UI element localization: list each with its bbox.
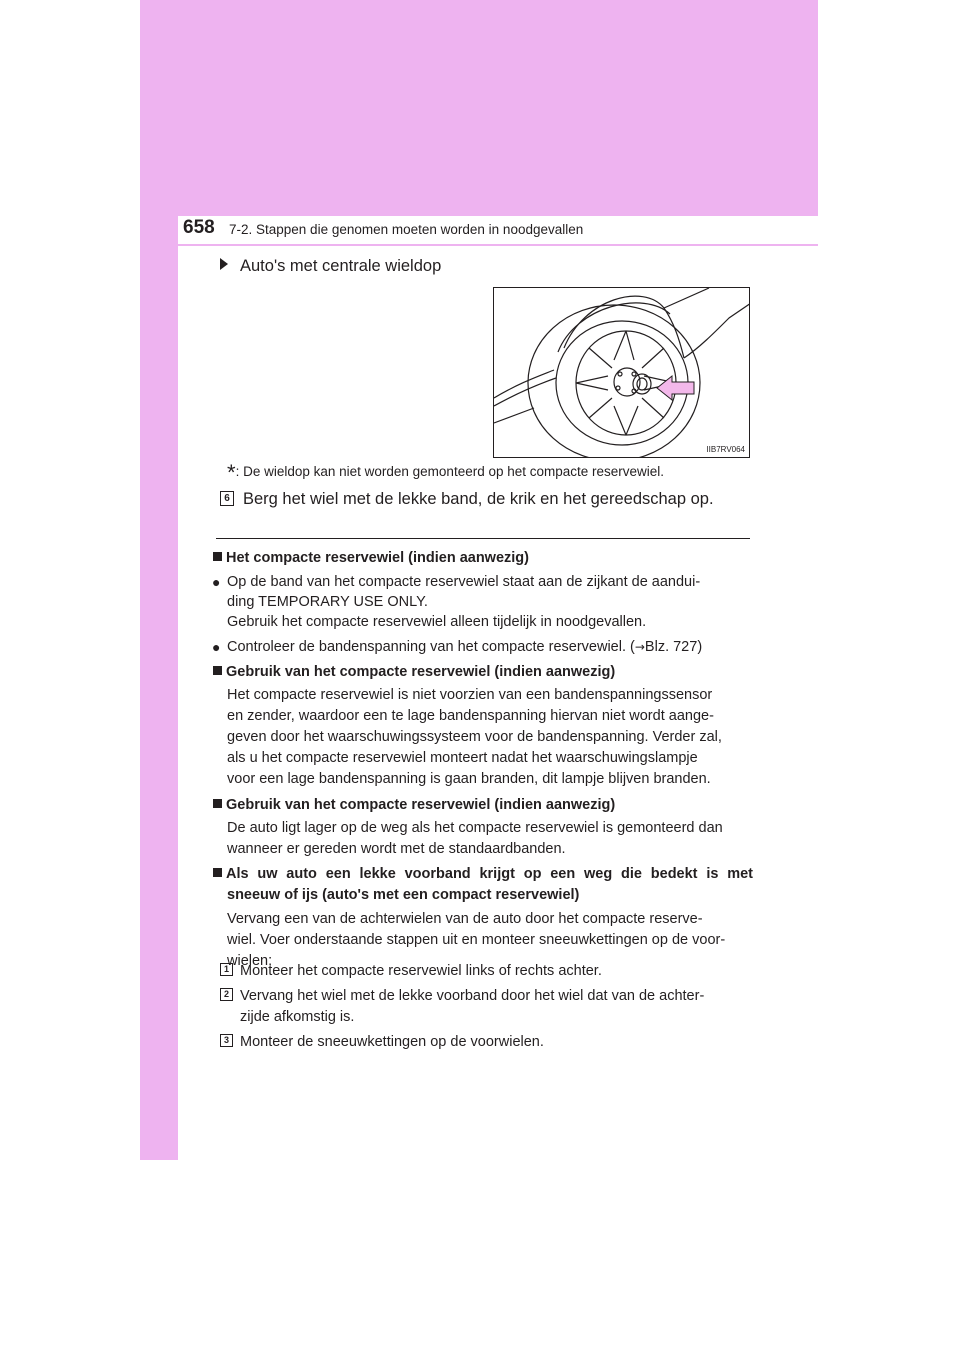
bullet-text-line: Gebruik het compacte reservewiel alleen tijdelijk in noodgevallen. [227, 614, 647, 630]
paragraph-line: voor een lage bandenspanning is gaan branden, dit lampje blijven branden. [227, 771, 711, 787]
paragraph-line: geven door het waarschuwingssysteem voor de bandenspanning. Verder zal, [227, 729, 722, 745]
step-number-box: 6 [220, 491, 234, 506]
step-text: Monteer de sneeuwkettingen op de voorwielen. [240, 1034, 544, 1050]
bullet-text-line: ding TEMPORARY USE ONLY. [227, 594, 428, 610]
bullet-text-line: Op de band van het compacte reservewiel staat aan de zijkant de aandui- [227, 574, 701, 590]
circle-bullet-icon: ● [212, 639, 221, 655]
square-bullet-icon [213, 868, 222, 877]
wheel-drawing [494, 288, 750, 458]
step-number-box: 3 [220, 1034, 233, 1047]
side-tab-bar [140, 0, 178, 1160]
section-title: 7-2. Stappen die genomen moeten worden in noodgevallen [229, 222, 584, 237]
paragraph-line: wanneer er gereden wordt met de standaardbanden. [227, 841, 566, 857]
section-divider [216, 538, 750, 539]
section-heading: Gebruik van het compacte reservewiel (indien aanwezig) [213, 795, 753, 816]
footnote [227, 462, 664, 483]
footnote-text: : De wieldop kan niet worden gemonteerd op het compacte reservewiel. [235, 464, 665, 479]
footnote-marker: * [227, 460, 236, 485]
paragraph-line: wielen: [227, 953, 273, 969]
section-heading-line: sneeuw of ijs (auto's met een compact reservewiel) [227, 887, 580, 903]
square-bullet-icon [213, 799, 222, 808]
paragraph-line: en zender, waardoor een te lage bandenspanning hiervan niet wordt aange- [227, 708, 714, 724]
bullet-text: Controleer de bandenspanning van het compacte reservewiel. (→Blz. 727) [227, 639, 703, 655]
step-number-box: 2 [220, 988, 233, 1001]
section-heading: Het compacte reservewiel (indien aanwezig) [213, 548, 753, 569]
wheel-illustration [493, 287, 750, 458]
paragraph-line: wiel. Voer onderstaande stappen uit en monteer sneeuwkettingen op de voor- [227, 932, 726, 948]
step-text: Vervang het wiel met de lekke voorband door het wiel dat van de achter- [240, 988, 705, 1004]
square-bullet-icon [213, 666, 222, 675]
subheading-text: Auto's met centrale wieldop [240, 257, 442, 275]
page-number: 658 [183, 217, 215, 238]
paragraph-line: Vervang een van de achterwielen van de auto door het compacte reserve- [227, 911, 703, 927]
step-text: Monteer het compacte reservewiel links of rechts achter. [240, 963, 602, 979]
paragraph-line: De auto ligt lager op de weg als het compacte reservewiel is gemonteerd dan [227, 820, 723, 836]
triangle-bullet-icon [220, 258, 228, 270]
right-arrow-icon: → [634, 640, 645, 654]
step-number-box: 1 [220, 963, 233, 976]
header-rule [178, 244, 818, 246]
section-heading: Gebruik van het compacte reservewiel (indien aanwezig) [213, 662, 753, 683]
step-text-line: zijde afkomstig is. [240, 1009, 355, 1025]
circle-bullet-icon: ● [212, 574, 221, 590]
step-text: Berg het wiel met de lekke band, de krik en het gereedschap op. [243, 490, 714, 508]
square-bullet-icon [213, 552, 222, 561]
figure-code: IIB7RV064 [706, 445, 745, 454]
header-band [140, 0, 818, 245]
paragraph-line: als u het compacte reservewiel monteert nadat het waarschuwingslampje [227, 750, 698, 766]
paragraph-line: Het compacte reservewiel is niet voorzien van een bandenspanningssensor [227, 687, 713, 703]
section-heading: Als uw auto een lekke voorband krijgt op een weg die bedekt is met [213, 864, 753, 885]
subheading [220, 255, 441, 277]
